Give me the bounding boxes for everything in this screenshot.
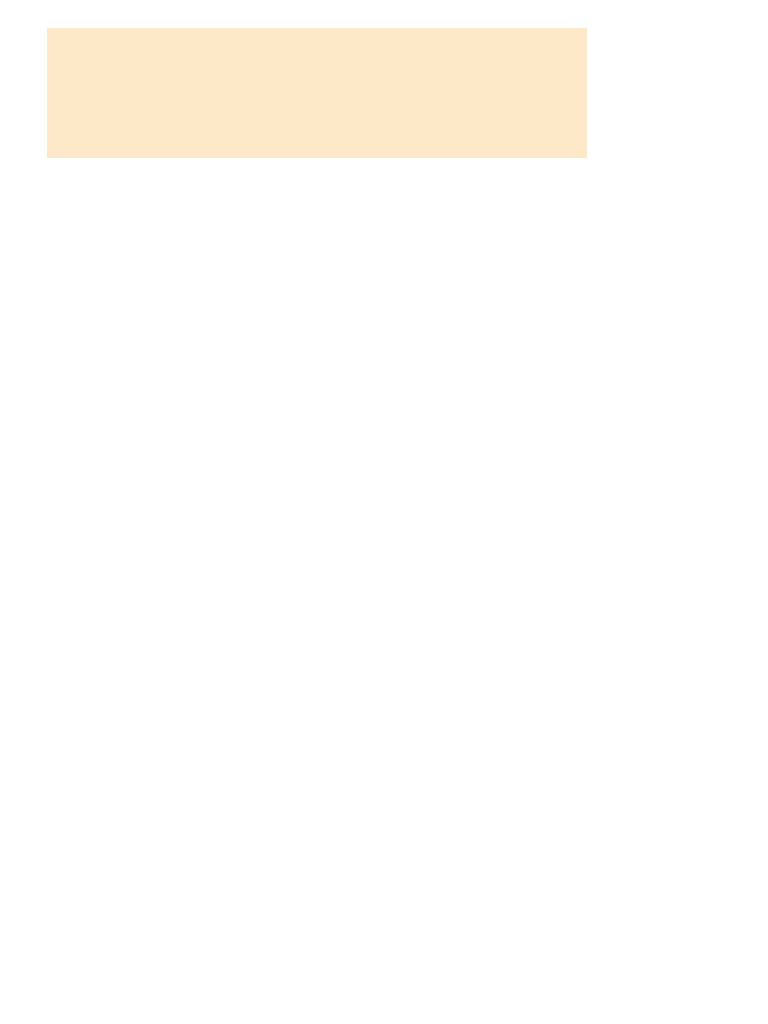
header-panel — [47, 28, 587, 158]
